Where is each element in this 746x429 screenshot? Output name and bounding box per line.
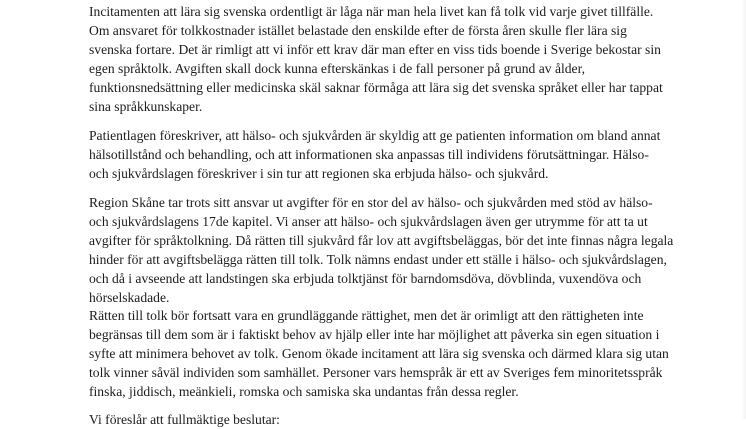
- text-line: Om ansvaret för tolkkostnader istället belastade den enskilde efter de första åren skulle fler lära sig: [89, 23, 627, 38]
- text-line: och sjukvårdslagen föreskriver i sin tur att regionen ska erbjuda hälso- och sjukvård.: [89, 166, 549, 181]
- paragraph-right-to-interpreter: [89, 306, 669, 401]
- text-line: och då i avseende att landstingen ska erbjuda tolktjänst för barndomsdöva, dövblinda, vuxendöva och: [89, 271, 642, 286]
- text-line: svenska fortare. Det är rimligt att vi inför ett krav där man efter en viss tids boende i Sverige bekostar sin: [89, 42, 661, 57]
- text-line: egen språktolk. Avgiften skall dock kunna efterskänkas i de fall personer på grund av ålder,: [89, 61, 585, 76]
- document-page: [89, 0, 734, 427]
- text-line: hinder för att avgiftsbelägga rätten till tolk. Tolk nämns endast under ett ställe i hälso- och sjukvårdslagen,: [89, 252, 667, 267]
- text-line: Incitamenten att lära sig svenska ordentligt är låga när man hela livet kan få tolk vid varje givet tillfälle.: [89, 4, 654, 19]
- text-line: och sjukvårdslagens 17de kapitel. Vi anser att hälso- och sjukvårdslagen även ger utrymme för att ta ut: [89, 214, 648, 229]
- paragraph-proposal-intro: [89, 410, 280, 429]
- text-line: finska, jiddisch, meänkieli, romska och samiska ska undantas från dessa regler.: [89, 384, 519, 399]
- text-line: funktionsnedsättning eller medicinska skäl saknar förmåga att lära sig det svenska språket eller har tappat: [89, 80, 663, 95]
- text-line: hörselskadade.: [89, 290, 170, 305]
- paragraph-patient-law: [89, 126, 660, 183]
- text-line: Rätten till tolk bör fortsatt vara en grundläggande rättighet, men det är orimligt att den rättigheten inte: [89, 308, 644, 323]
- text-line: tolk vinner såväl individen som samhället. Personer vars hemspråk är ett av Sveriges fem minoritetsspråk: [89, 365, 663, 380]
- text-line: Vi föreslår att fullmäktige beslutar:: [89, 412, 280, 427]
- text-line: Region Skåne tar trots sitt ansvar ut avgifter för en stor del av hälso- och sjukvården med stöd av hälso-: [89, 195, 653, 210]
- paragraph-interpreter-incentives: [89, 2, 663, 116]
- paragraph-region-skane-fees: [89, 193, 673, 307]
- text-line: Patientlagen föreskriver, att hälso- och sjukvården är skyldig att ge patienten information om bland annat: [89, 128, 661, 143]
- text-line: hälsotillstånd och behandling, och att informationen ska anpassas till individens förutsättningar. Hälso-: [89, 147, 649, 162]
- page-edge-shadow: [742, 0, 746, 419]
- text-line: sina språkkunskaper.: [89, 99, 203, 114]
- text-line: begränsas till dem som är i faktiskt behov av hjälp eller inte har möjlighet att påverka sin egen situation i: [89, 327, 660, 342]
- text-line: avgifter för språktolkning. Då rätten till sjukvård får lov att avgiftsbeläggas, bör det inte finnas några legala: [89, 233, 674, 248]
- text-line: syfte att minimera behovet av tolk. Genom ökade incitament att lära sig svenska och därmed klara sig utan: [89, 346, 669, 361]
